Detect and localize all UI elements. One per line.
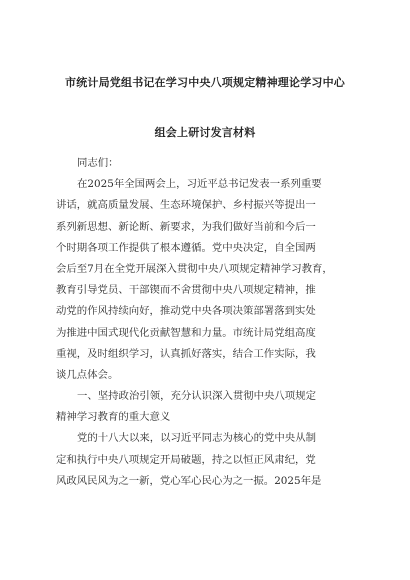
body-line: 讲话，就高质量发展、生态环境保护、乡村振兴等提出一 [56,199,316,212]
body-line: 教育引导党员、干部锲而不舍贯彻中央八项规定精神，推 [56,284,316,297]
body-line: 会后至7月在全党开展深入贯彻中央八项规定精神学习教育， [56,262,333,275]
body-line: 风政风民风为之一新，党心军心民心为之一振。2025年是 [56,474,322,487]
salutation: 同志们： [77,157,119,169]
body-line: 在2025年全国两会上，习近平总书记发表一系列重要 [77,178,322,191]
body-line: 个时期各项工作提供了根本遵循。党中央决定，自全国两 [56,241,316,254]
document-title-line-2: 组会上研讨发言材料 [154,126,256,139]
document-body [56,153,356,492]
body-line: 重视，及时组织学习，认真抓好落实，结合工作实际，我 [56,347,316,360]
section-heading-line: 精神学习教育的重大意义 [56,411,171,424]
body-line: 谈几点体会。 [56,368,119,381]
section-heading-line: 一、坚持政治引领，充分认识深入贯彻中央八项规定 [77,390,316,403]
body-line: 定和执行中央八项规定开局破题，持之以恒正风肃纪，党 [56,453,316,466]
body-line: 党的十八大以来，以习近平同志为核心的党中央从制 [77,432,316,445]
document-title-line-1: 市统计局党组书记在学习中央八项规定精神理论学习中心 [65,76,345,89]
body-line: 为推进中国式现代化贡献智慧和力量。市统计局党组高度 [56,326,316,339]
body-line: 动党的作风持续向好，推动党中央各项决策部署落到实处 [56,305,316,318]
body-line: 系列新思想、新论断、新要求，为我们做好当前和今后一 [56,220,316,233]
